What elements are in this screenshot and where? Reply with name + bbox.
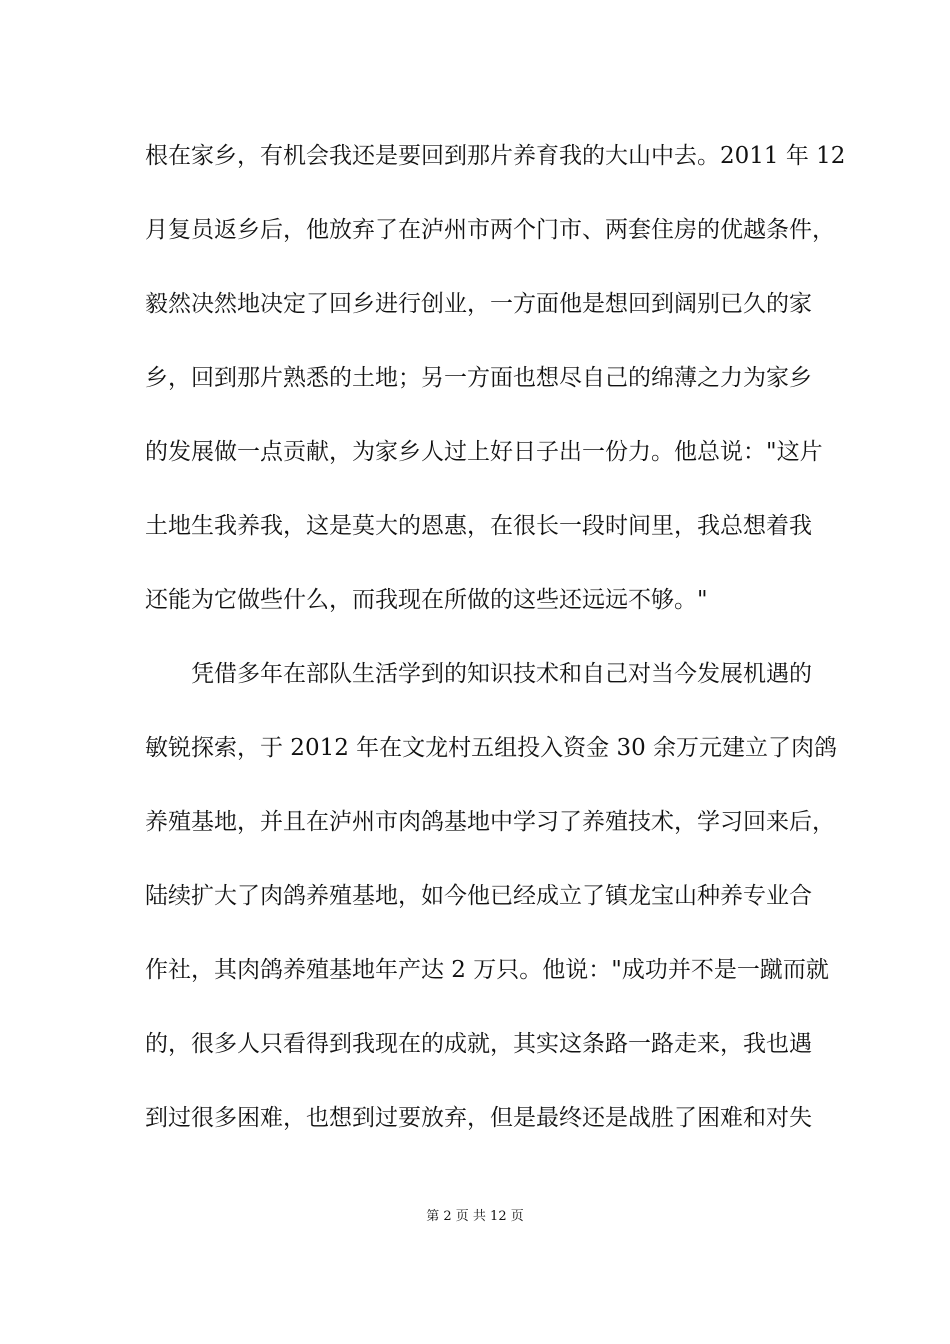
text-line: 的，很多人只看得到我现在的成就，其实这条路一路走来，我也遇 [145,1031,812,1057]
text-line: 土地生我养我，这是莫大的恩惠，在很长一段时间里，我总想着我 [145,513,812,539]
text-line: 根在家乡，有机会我还是要回到那片养育我的大山中去。2011 年 12 [145,143,846,169]
text-line: 毅然决然地决定了回乡进行创业，一方面他是想回到阔别已久的家 [145,291,812,317]
text-line: 敏锐探索，于 2012 年在文龙村五组投入资金 30 余万元建立了肉鸽 [145,735,838,761]
text-line: 还能为它做些什么，而我现在所做的这些还远远不够。" [145,587,708,613]
paragraph-first-line: 凭借多年在部队生活学到的知识技术和自己对当今发展机遇的 [191,661,812,687]
text-line: 乡，回到那片熟悉的土地；另一方面也想尽自己的绵薄之力为家乡 [145,365,812,391]
text-line: 养殖基地，并且在泸州市肉鸽基地中学习了养殖技术，学习回来后， [145,809,835,835]
text-line: 到过很多困难，也想到过要放弃，但是最终还是战胜了困难和对失 [145,1105,812,1131]
text-line: 陆续扩大了肉鸽养殖基地，如今他已经成立了镇龙宝山种养专业合 [145,883,812,909]
text-line: 的发展做一点贡献，为家乡人过上好日子出一份力。他总说："这片 [145,439,823,465]
text-line: 月复员返乡后，他放弃了在泸州市两个门市、两套住房的优越条件， [145,217,835,243]
page-number: 第 2 页 共 12 页 [426,1209,524,1224]
text-line: 作社，其肉鸽养殖基地年产达 2 万只。他说："成功并不是一蹴而就 [145,957,829,983]
